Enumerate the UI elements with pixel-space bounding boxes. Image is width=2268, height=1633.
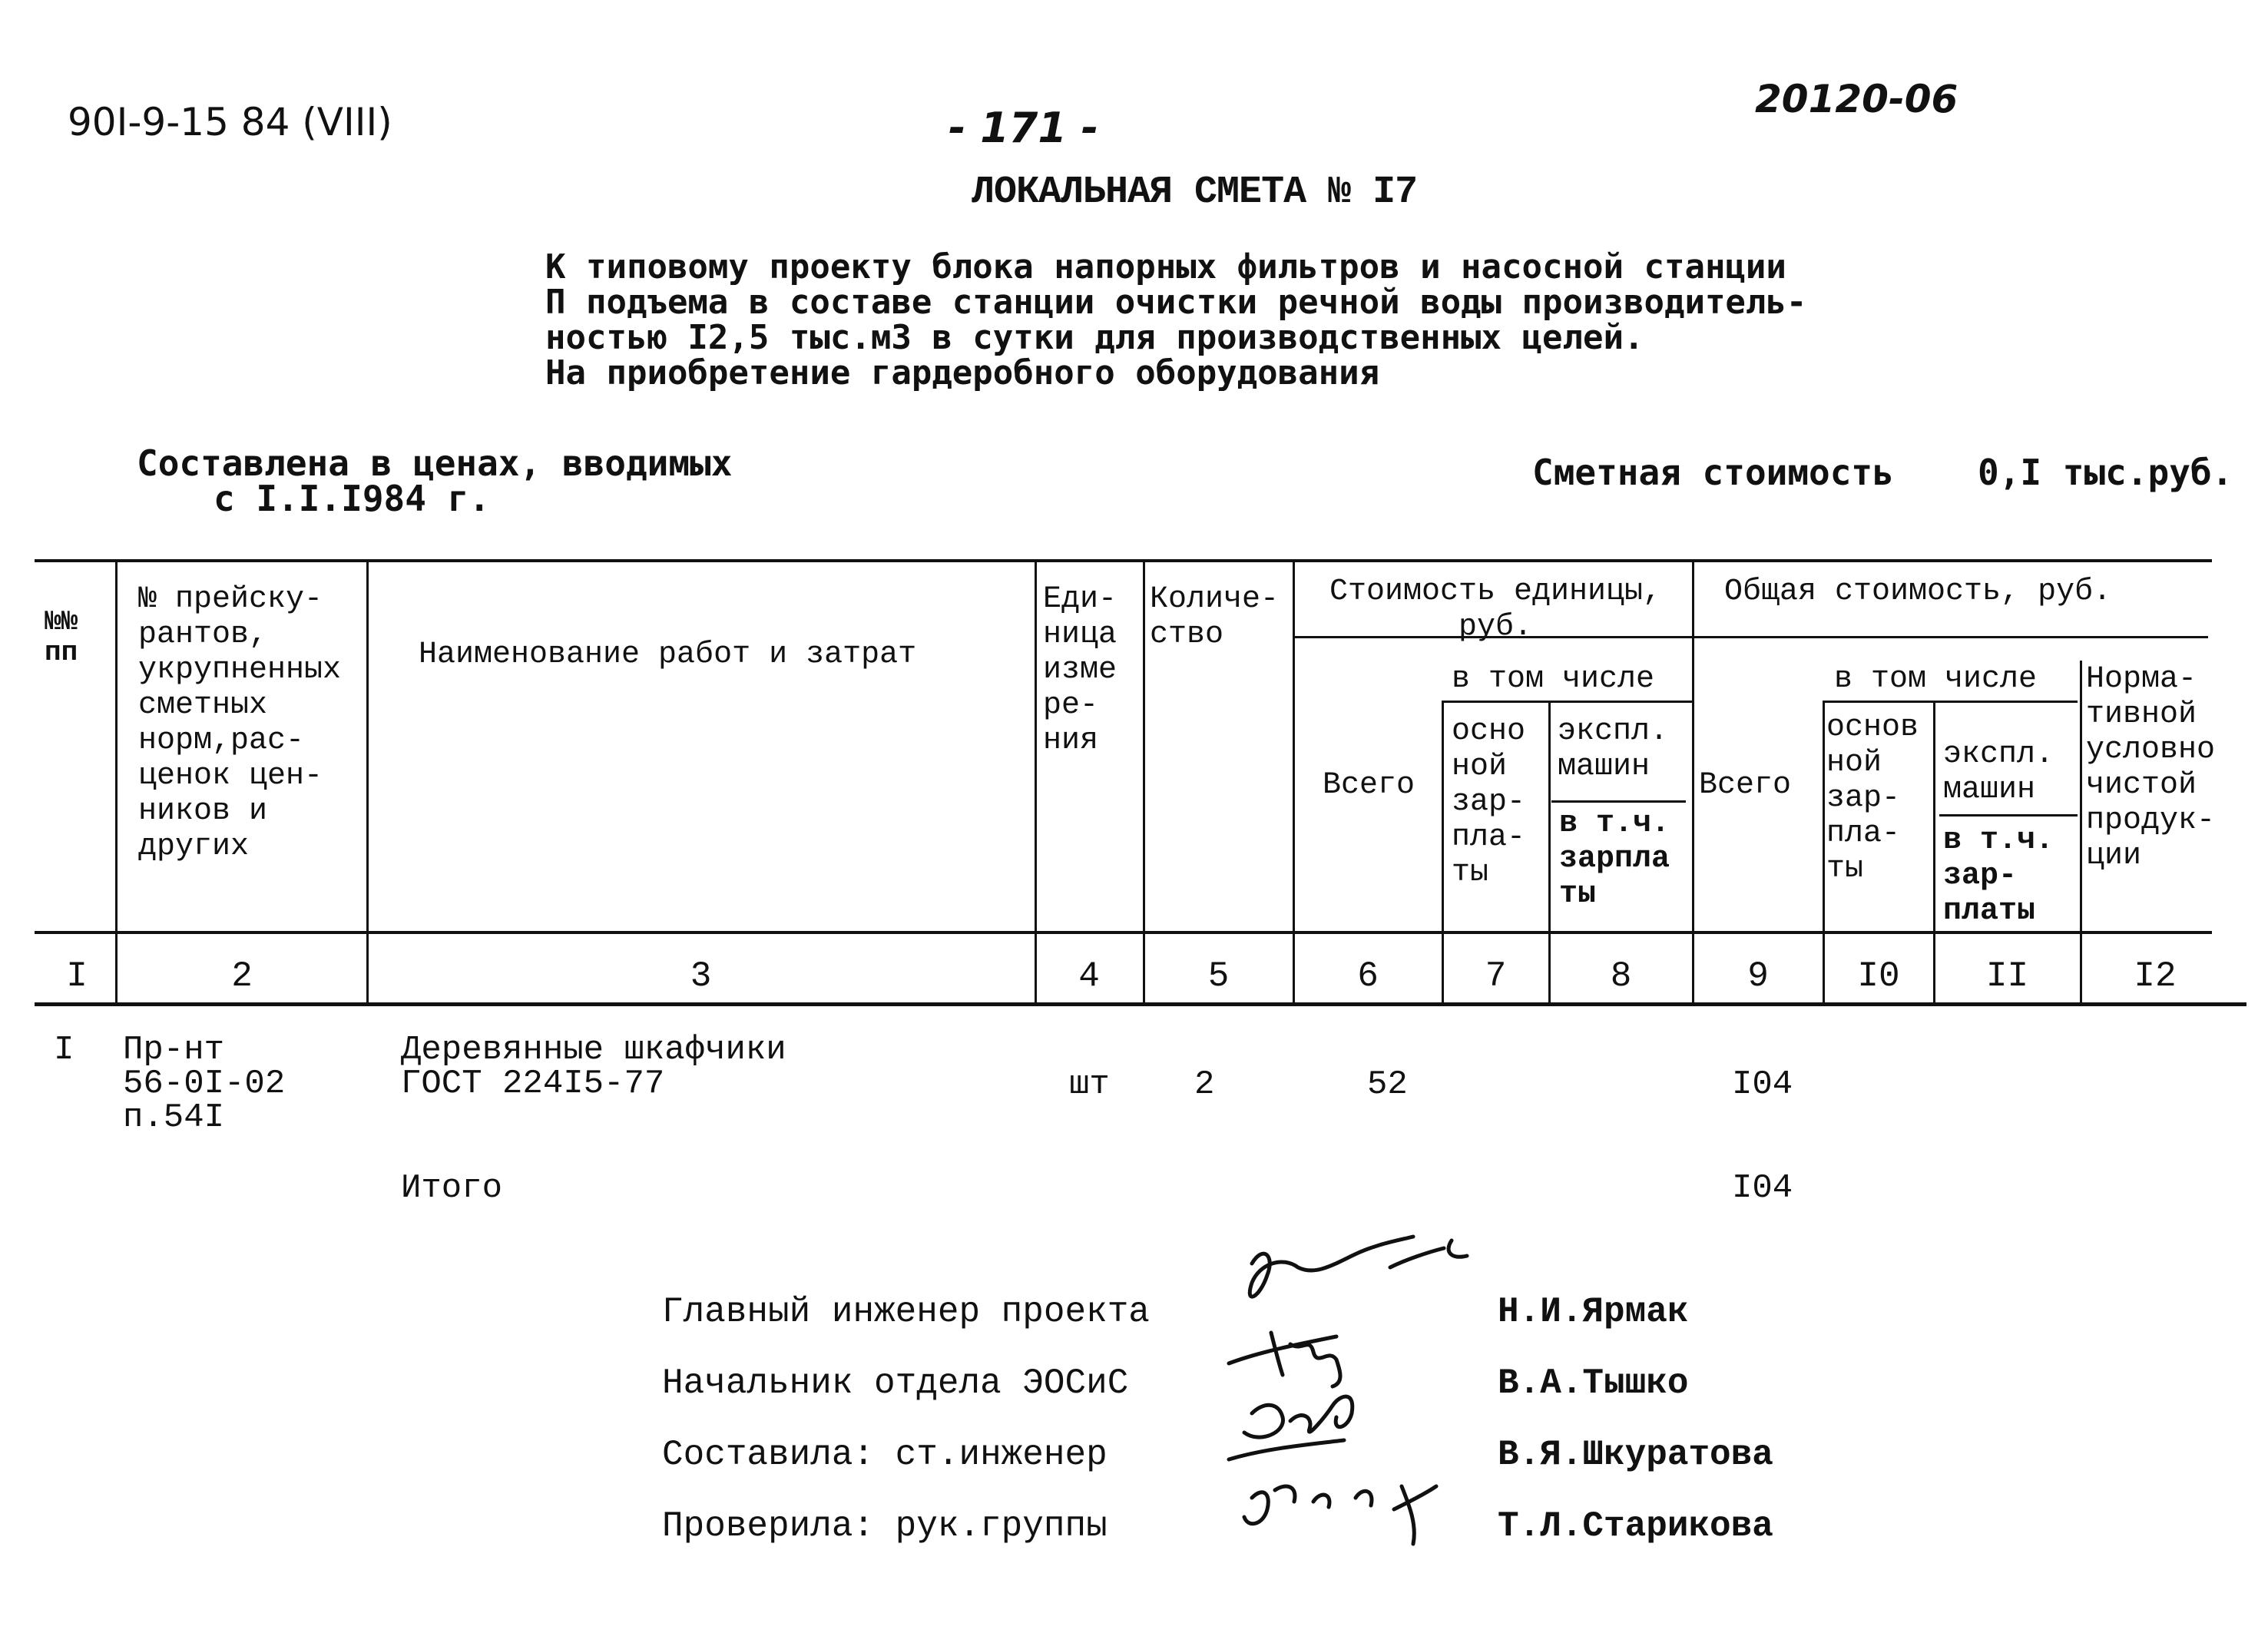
row-total: I04 [1732,1065,1793,1104]
row-unit-total: 52 [1367,1065,1408,1104]
column-number-9: 9 [1747,956,1769,996]
col-divider-8 [1692,559,1694,1005]
header-total-cost-group: Общая стоимость, руб. [1724,575,2112,609]
header-unit-base-wages: осно ной зар- пла- ты [1452,714,1526,890]
header-bottom-border [35,931,2212,934]
column-number-3: 3 [690,956,712,996]
header-unit-total: Всего [1323,768,1415,803]
signature-name-1: Н.И.Ярмак [1498,1292,1689,1332]
column-number-1: I [66,956,88,996]
header-col-num: №№ пп [45,606,78,668]
column-number-11: II [1985,956,2029,996]
header-total-base-wages: основ ной зар- пла- ты [1826,711,1919,886]
col-divider-11 [2080,661,2082,1005]
signature-name-4: Т.Л.Старикова [1498,1506,1773,1546]
header-unit-incl-wages: в т.ч. зарпла ты [1559,807,1670,912]
header-total-incl-wages: в т.ч. зар- платы [1943,823,2054,929]
col-divider-2 [366,559,369,1005]
handwritten-signatures [1198,1221,1521,1559]
document-code: 90I-9-15 84 (VIII) [68,100,392,144]
prices-basis-line2: с I.I.I984 г. [214,478,491,519]
column-number-7: 7 [1485,956,1507,996]
signature-role-3: Составила: ст.инженер [662,1435,1108,1475]
signature-role-2: Начальник отдела ЭОСиС [662,1363,1129,1403]
column-number-6: 6 [1357,956,1379,996]
estimated-cost-label: Сметная стоимость [1532,452,1894,493]
header-col-unit: Еди- ница изме ре- ния [1043,582,1117,758]
header-col-name: Наименование работ и затрат [419,638,917,672]
header-total-in-total: в том числе [1834,662,2038,697]
estimated-cost-value: 0,I тыс.руб. [1978,452,2233,493]
column-number-10: I0 [1857,956,1900,996]
subject-line-2: П подъема в составе станции очистки речной воды производитель- [545,283,1807,322]
signature-role-1: Главный инженер проекта [662,1292,1150,1332]
column-number-5: 5 [1207,956,1230,996]
prices-basis [137,442,733,519]
column-number-2: 2 [231,956,253,996]
col-divider-1 [115,559,118,1005]
unit-in-total-divider [1442,701,1692,703]
column-number-12: I2 [2134,956,2177,996]
total-cost-group-divider [1694,636,2208,638]
signature-name-2: В.А.Тышко [1498,1363,1689,1403]
unit-machines-divider [1551,800,1686,803]
summary-label: Итого [401,1169,503,1207]
header-total-total: Всего [1699,768,1792,803]
signature-role-4: Проверила: рук.группы [662,1506,1108,1546]
total-machines-divider [1939,814,2078,816]
row-quantity: 2 [1194,1065,1215,1104]
row-number: I [54,1031,74,1069]
document-title: ЛОКАЛЬНАЯ СМЕТА № I7 [972,171,1418,214]
col-divider-3 [1035,559,1037,1005]
row-work-name: Деревянные шкафчики ГОСТ 224I5-77 [401,1031,786,1103]
subject-line-3: ностью I2,5 тыс.м3 в сутки для производственных целей. [545,318,1644,357]
header-normative: Норма- тивной условно чистой продук- ции [2086,662,2216,873]
col-divider-5 [1293,559,1295,1005]
column-number-8: 8 [1610,956,1632,996]
col-divider-4 [1143,559,1145,1005]
row-price-code: Пр-нт 56-0I-02 п.54I [123,1031,286,1137]
summary-total: I04 [1732,1169,1793,1207]
row-unit: шт [1069,1065,1110,1104]
table-top-border [35,559,2212,562]
signature-name-3: В.Я.Шкуратова [1498,1435,1773,1475]
column-number-4: 4 [1078,956,1100,996]
header-col-qty: Количе- ство [1150,582,1280,652]
subject-line-1: К типовому проекту блока напорных фильтров и насосной станции [545,247,1786,287]
subject-text [545,247,1807,393]
prices-basis-line1: Составлена в ценах, вводимых [137,442,733,484]
header-unit-machines: экспл. машин [1558,714,1669,784]
subject-line-4: На приобретение гардеробного оборудования [545,353,1380,393]
header-total-machines: экспл. машин [1943,737,2054,807]
total-in-total-divider [1824,701,2078,703]
header-col-code: № прейску- рантов, укрупненных сметных норм,рас- ценок цен- ников и других [138,582,342,864]
page-number: - 171 - [949,104,1099,152]
header-unit-cost-group: Стоимость единицы, руб. [1329,575,1662,644]
archive-number: 20120-06 [1755,77,1958,121]
header-unit-in-total: в том числе [1452,662,1655,697]
